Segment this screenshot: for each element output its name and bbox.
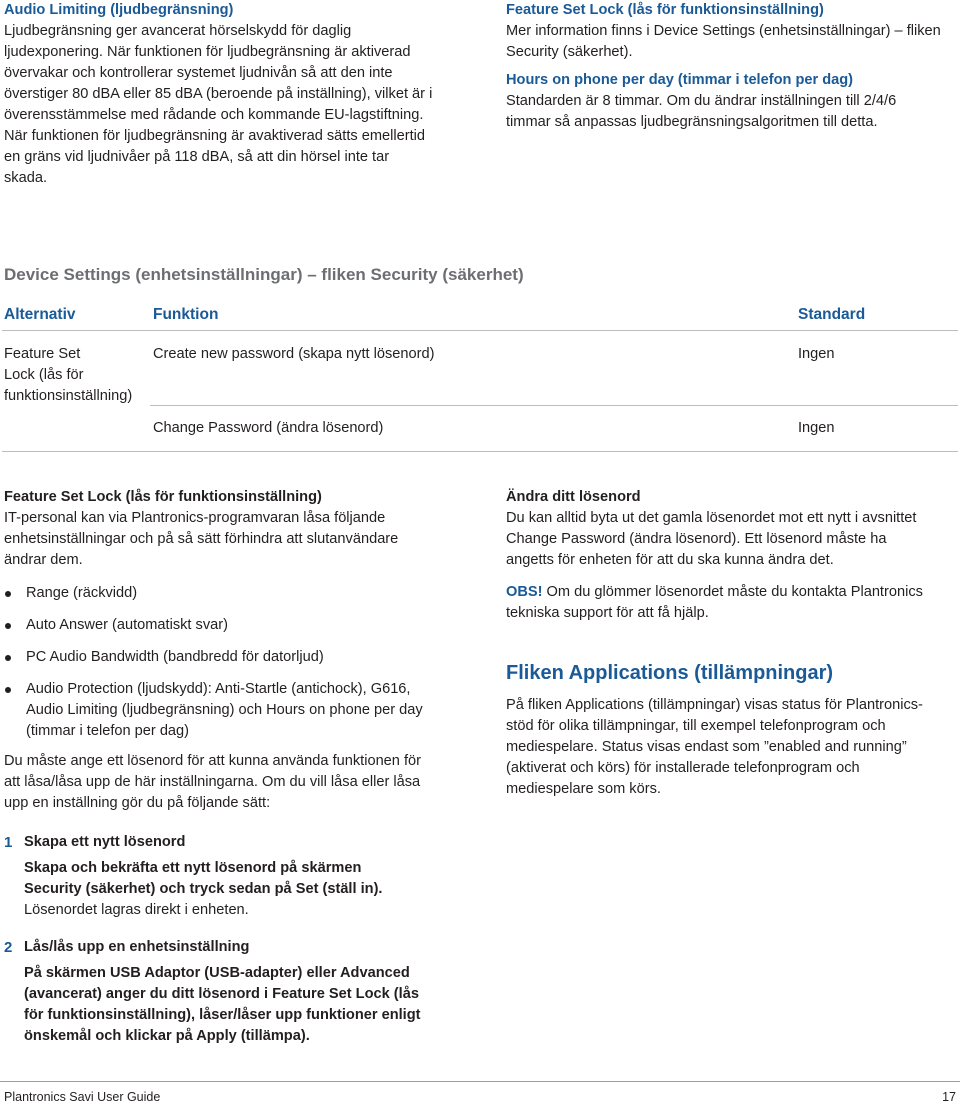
text-line: för funktionsinställning), låser/låser upp funktioner enligt [24, 1007, 421, 1023]
fsl-intro [4, 508, 476, 571]
text-line: överstiger 80 dBA eller 85 dBA (beroende på inställning), vilket är i [4, 86, 433, 102]
change-password-heading: Ändra ditt lösenord [506, 489, 641, 505]
default-cell: Ingen [798, 420, 835, 436]
change-password-body [506, 508, 958, 571]
locked-settings-list [4, 583, 476, 742]
function-cell: Create new password (skapa nytt lösenord) [153, 346, 435, 362]
obs-note [506, 582, 958, 624]
text-line: angetts för enheten för att du ska kunna ändra det. [506, 552, 834, 568]
text-line: Change Password (ändra lösenord). Ett lösenord måste ha [506, 531, 887, 547]
list-item [4, 615, 476, 636]
text-line: (timmar i telefon per dag) [26, 723, 190, 739]
text-line: Security (säkerhet) och tryck sedan på Set (ställ in). [24, 881, 383, 897]
text-line: Security (säkerhet). [506, 44, 633, 60]
text-line: övervakar och kontrollerar systemet ljudnivån så att den inte [4, 65, 393, 81]
page-number: 17 [942, 1090, 956, 1104]
row-rule [150, 405, 958, 406]
audio-limiting-heading: Audio Limiting (ljudbegränsning) [4, 2, 234, 18]
fsl-lower-heading: Feature Set Lock (lås för funktionsinställning) [4, 489, 322, 505]
text-line: att låsa/låsa upp de här inställningarna. Om du vill låsa eller låsa [4, 774, 421, 790]
col-header-option: Alternativ [4, 306, 76, 323]
list-item [4, 679, 476, 742]
step-2 [4, 937, 476, 1047]
feature-set-lock-section [4, 487, 476, 814]
step-instructions [24, 858, 476, 900]
text-line: Feature Set [4, 346, 81, 362]
text-line: Du måste ange ett lösenord för att kunna använda funktionen för [4, 753, 422, 769]
list-item [4, 647, 476, 668]
text-line: mediespelare. Status visas endast som ”enabled and running” [506, 739, 907, 755]
header-rule [2, 330, 958, 331]
text-line: Range (räckvidd) [26, 585, 138, 601]
text-line: enhetsinställningar och på så sätt förhindra att slutanvändare [4, 531, 399, 547]
text-line: funktionsinställning) [4, 388, 133, 404]
col-header-function: Funktion [153, 306, 219, 323]
footer-title: Plantronics Savi User Guide [4, 1090, 161, 1104]
text-line: IT-personal kan via Plantronics-programvaran låsa följande [4, 510, 386, 526]
text-line: överensstämmelse med rådande och kommande EU-lagstiftning. [4, 107, 424, 123]
change-password-section [506, 487, 958, 624]
text-line: Auto Answer (automatiskt svar) [26, 617, 228, 633]
function-cell: Change Password (ändra lösenord) [153, 420, 384, 436]
applications-section [506, 660, 958, 800]
text-line: På skärmen USB Adaptor (USB-adapter) eller Advanced [24, 965, 410, 981]
text-line: en gräns vid ljudnivåer på 118 dBA, så att din hörsel inte tar [4, 149, 390, 165]
section-title: Device Settings (enhetsinställningar) – fliken Security (säkerhet) [4, 265, 524, 284]
step-number: 2 [4, 939, 13, 956]
fsl-body [506, 21, 958, 63]
text-line: Mer information finns i Device Settings (enhetsinställningar) – fliken [506, 23, 941, 39]
applications-heading: Fliken Applications (tillämpningar) [506, 662, 834, 684]
text-line: PC Audio Bandwidth (bandbredd för datorljud) [26, 649, 324, 665]
hours-body [506, 91, 958, 133]
text-line: På fliken Applications (tillämpningar) visas status för Plantronics- [506, 697, 923, 713]
text-line: önskemål och klickar på Apply (tillämpa). [24, 1028, 310, 1044]
table-bottom-rule [2, 451, 958, 452]
text-line: Audio Protection (ljudskydd): Anti-Startle (antichock), G616, [26, 681, 411, 697]
option-cell [4, 344, 144, 407]
step-note: Lösenordet lagras direkt i enheten. [24, 902, 249, 918]
text-line: upp en inställning gör du på följande sätt: [4, 795, 271, 811]
obs-label: OBS! [506, 584, 543, 600]
text-line: Ljudbegränsning ger avancerat hörselskydd för daglig [4, 23, 352, 39]
fsl-heading: Feature Set Lock (lås för funktionsinställning) [506, 2, 824, 18]
text-line: stöd för olika tillämpningar, till exempel telefonprogram och [506, 718, 886, 734]
default-cell: Ingen [798, 346, 835, 362]
text-line: mediespelare som körs. [506, 781, 661, 797]
list-item [4, 583, 476, 604]
audio-limiting-body [4, 21, 474, 189]
step-title: Skapa ett nytt lösenord [24, 834, 186, 850]
text-line: ljudexponering. När funktionen för ljudbegränsning är aktiverad [4, 44, 411, 60]
text-line: ändrar dem. [4, 552, 83, 568]
text-line: (aktiverat och körs) för installerade telefonprogram och [506, 760, 860, 776]
text-line: (avancerat) anger du ditt lösenord i Feature Set Lock (lås [24, 986, 419, 1002]
text-line: skada. [4, 170, 47, 186]
footer-rule [0, 1081, 960, 1082]
step-number: 1 [4, 834, 13, 851]
text-line: timmar så anpassas ljudbegränsningsalgoritmen till detta. [506, 114, 878, 130]
step-1 [4, 832, 476, 921]
top-right-section [506, 0, 958, 133]
text-line: Lock (lås för [4, 367, 84, 383]
text-line: Standarden är 8 timmar. Om du ändrar inställningen till 2/4/6 [506, 93, 897, 109]
step-title: Lås/lås upp en enhetsinställning [24, 939, 250, 955]
text-line: Du kan alltid byta ut det gamla lösenordet mot ett nytt i avsnittet [506, 510, 917, 526]
audio-limiting-section [4, 0, 474, 189]
step-instructions [24, 963, 476, 1047]
text-line: När funktionen för ljudbegränsning är avaktiverad sätts emellertid [4, 128, 426, 144]
password-required-text [4, 751, 476, 814]
col-header-default: Standard [798, 306, 866, 323]
hours-heading: Hours on phone per day (timmar i telefon per dag) [506, 72, 854, 88]
applications-body [506, 695, 958, 800]
text-line: Om du glömmer lösenordet måste du kontakta Plantronics [542, 584, 923, 600]
text-line: Skapa och bekräfta ett nytt lösenord på skärmen [24, 860, 362, 876]
text-line: tekniska support för att få hjälp. [506, 605, 709, 621]
text-line: Audio Limiting (ljudbegränsning) och Hours on phone per day [26, 702, 423, 718]
